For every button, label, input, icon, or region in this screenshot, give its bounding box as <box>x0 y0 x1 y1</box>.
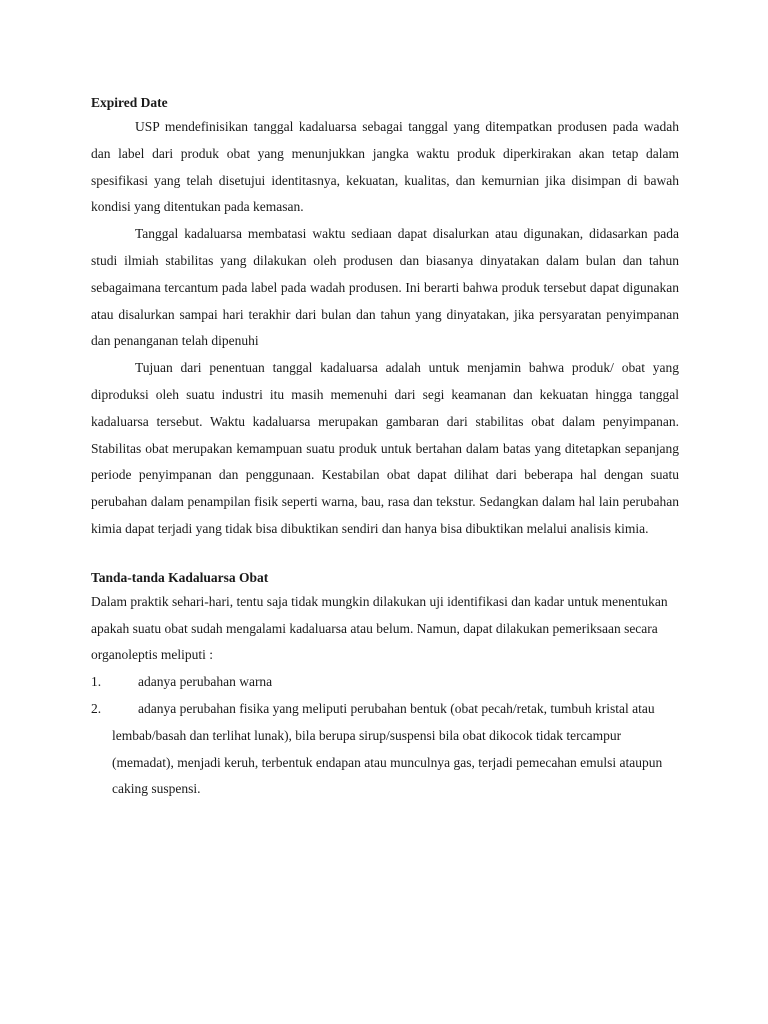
paragraph-usp-definition: USP mendefinisikan tanggal kadaluarsa sebagai tanggal yang ditempatkan produsen pada wadah dan label dari produk obat yang menunjukkan jangka waktu produk diperkirakan akan tetap dalam spesifikasi yang telah disetujui identitasnya, kekuatan, kualitas, dan kemurnian jika disimpan di bawah kondisi yang ditentukan pada kemasan. <box>91 119 679 215</box>
document-body <box>91 92 679 803</box>
signs-list <box>91 669 679 803</box>
paragraph-expiry-limits: Tanggal kadaluarsa membatasi waktu sediaan dapat disalurkan atau digunakan, didasarkan pada studi ilmiah stabilitas yang dilakukan oleh produsen dan biasanya dinyatakan dalam bulan dan tahun sebagaimana tercantum pada label pada wadah produsen. Ini berarti bahwa produk tersebut dapat digunakan atau disalurkan sampai hari terakhir dari bulan dan tahun yang dinyatakan, jika persyaratan penyimpanan dan penanganan telah dipenuhi <box>91 226 679 349</box>
list-item-number: 1. <box>91 674 102 690</box>
section-heading-expiry-signs: Tanda-tanda Kadaluarsa Obat <box>91 569 269 585</box>
list-item <box>91 669 679 696</box>
paragraph-expiry-purpose: Tujuan dari penentuan tanggal kadaluarsa adalah untuk menjamin bahwa produk/ obat yang diproduksi oleh suatu industri itu masih memenuhi dari segi keamanan dan kekuatan hingga tanggal kadaluarsa tersebut. Waktu kadaluarsa merupakan gambaran dari stabilitas obat dalam penyimpanan. Stabilitas obat merupakan kemampuan suatu produk untuk bertahan dalam batas yang ditetapkan sepanjang periode penyimpanan dan penggunaan. Kestabilan obat dapat dilihat dari beberapa hal dengan suatu perubahan dalam penampilan fisik seperti warna, bau, rasa dan tekstur. Sedangkan dalam hal lain perubahan kimia dapat terjadi yang tidak bisa dibuktikan sendiri dan hanya bisa dibuktikan melalui analisis kimia. <box>91 360 679 536</box>
list-item-number: 2. <box>91 700 102 716</box>
list-item <box>91 696 679 803</box>
list-item-text: adanya perubahan fisika yang meliputi perubahan bentuk (obat pecah/retak, tumbuh kristal atau lembab/basah dan terlihat lunak), bila berupa sirup/suspensi bila obat dikocok tidak tercampur (memadat), menjadi keruh, terbentuk endapan atau munculnya gas, terjadi pemecahan emulsi ataupun caking suspensi. <box>112 700 663 797</box>
section-heading-expired-date: Expired Date <box>91 95 168 110</box>
paragraph-organoleptic-intro: Dalam praktik sehari-hari, tentu saja tidak mungkin dilakukan uji identifikasi dan kadar untuk menentukan apakah suatu obat sudah mengalami kadaluarsa atau belum. Namun, dapat dilakukan pemeriksaan secara organoleptis meliputi : <box>91 593 668 663</box>
list-item-text: adanya perubahan warna <box>138 674 273 690</box>
